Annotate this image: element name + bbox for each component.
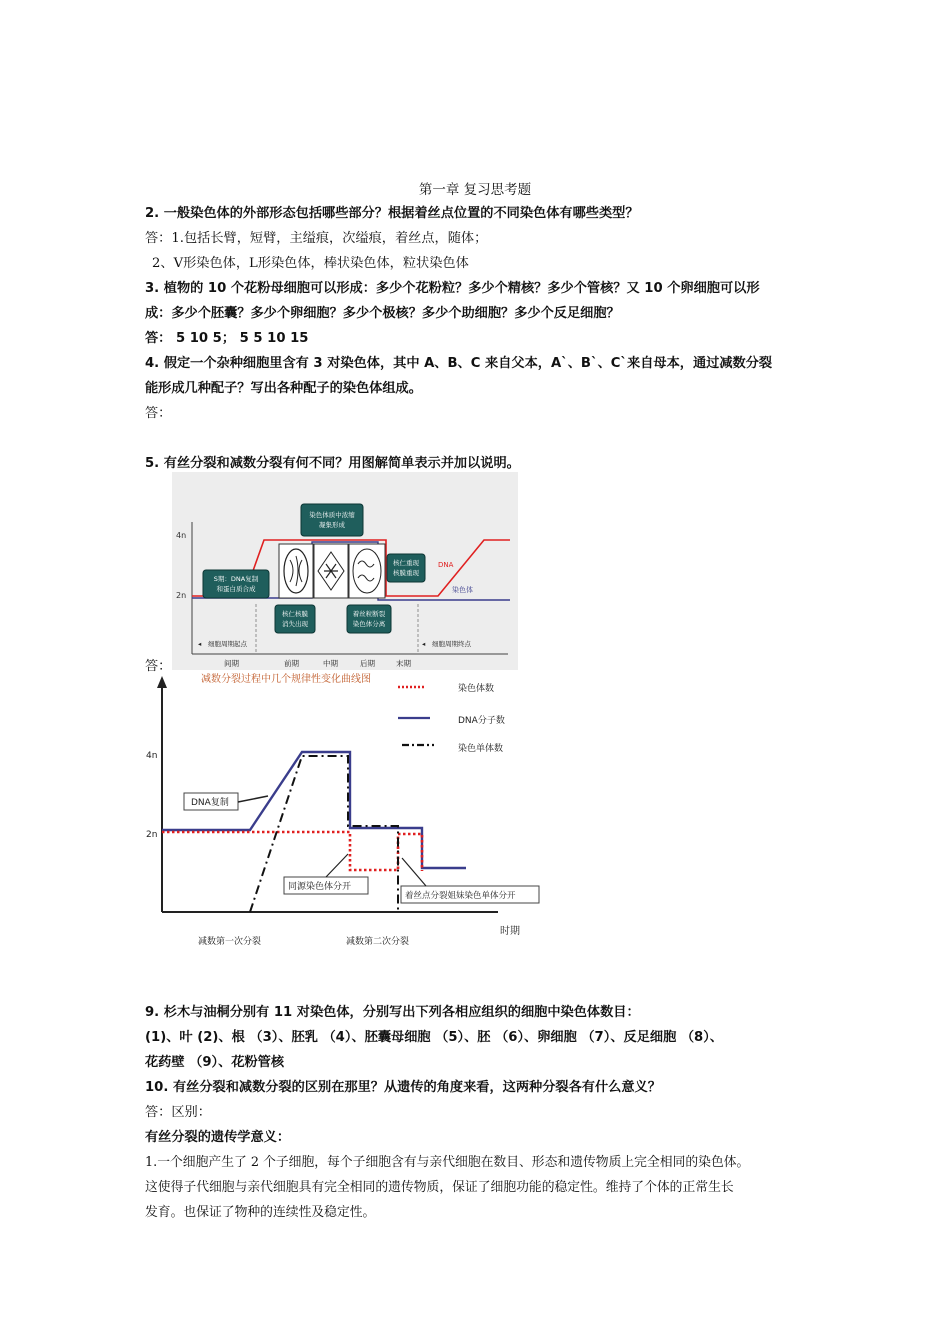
page-title: 第一章 复习思考题 — [418, 182, 532, 198]
svg-text:◂: ◂ — [422, 640, 426, 648]
fig2-x-label: 时期 — [500, 926, 520, 937]
svg-text:消失出现: 消失出现 — [282, 620, 308, 628]
mitosis-significance-p2: 这使得子代细胞与亲代细胞具有完全相同的遗传物质，保证了细胞功能的稳定性。维持了个体的正常生长 — [145, 1180, 734, 1195]
fig1-cycle-start: 细胞周期起点 — [208, 640, 247, 648]
question-9-line2: (1)、叶 (2)、根 （3）、胚乳 （4）、胚囊母细胞 （5）、胚 （6）、卵细胞 （7）、反足细胞 （8）、 — [145, 1030, 723, 1045]
fig2-y-2n: 2n — [146, 830, 158, 840]
fig1-phase-anaphase: 后期 — [360, 659, 375, 668]
mitosis-significance-heading: 有丝分裂的遗传学意义： — [145, 1130, 291, 1145]
question-10: 10. 有丝分裂和减数分裂的区别在那里？从遗传的角度来看，这两种分裂各有什么意义？ — [145, 1080, 661, 1095]
legend-dna: DNA分子数 — [458, 716, 505, 726]
question-9-line1: 9. 杉木与油桐分别有 11 对染色体，分别写出下列各相应组织的细胞中染色体数目： — [145, 1005, 640, 1020]
fig1-y-2n: 2n — [176, 591, 187, 600]
answer-10: 答：区别： — [145, 1105, 211, 1120]
meiosis-curve-diagram — [140, 668, 560, 952]
cell-prophase — [279, 544, 313, 598]
svg-text:◂: ◂ — [198, 640, 202, 648]
fig1-dna-label: DNA — [438, 561, 454, 569]
fig1-phase-metaphase: 中期 — [323, 659, 338, 668]
answer-4: 答： — [145, 406, 172, 421]
question-4-line2: 能形成几种配子？写出各种配子的染色体组成。 — [145, 381, 422, 396]
cell-anaphase — [349, 544, 385, 598]
box-chromatin-condense-label: 染色体质中浓缩 — [309, 511, 355, 519]
svg-text:核膜重现: 核膜重现 — [393, 569, 419, 577]
question-5: 5. 有丝分裂和减数分裂有何不同？用图解简单表示并加以说明。 — [145, 456, 520, 471]
svg-text:S期：DNA复制: S期：DNA复制 — [213, 575, 259, 583]
answer-5: 答： — [145, 659, 172, 674]
label-dna-replication: DNA复制 — [191, 798, 229, 808]
fig1-chromosome-label: 染色体 — [452, 586, 473, 594]
svg-text:核仁核膜: 核仁核膜 — [282, 610, 308, 618]
question-3-line2: 成：多少个胚囊？多少个卵细胞？多少个极核？多少个助细胞？多少个反足细胞？ — [145, 306, 620, 321]
fig1-phase-interphase: 间期 — [224, 659, 239, 668]
fig1-cycle-end: 细胞周期终点 — [432, 640, 471, 648]
answer-2-line2: 2、V形染色体，L形染色体，棒状染色体，粒状染色体 — [152, 256, 469, 271]
cell-metaphase — [314, 544, 348, 598]
fig1-phase-prophase: 前期 — [284, 659, 299, 668]
svg-text:核仁重现: 核仁重现 — [393, 559, 419, 567]
answer-2-line1: 答：1.包括长臂，短臂，主缢痕，次缢痕，着丝点，随体； — [145, 231, 488, 246]
label-sister-separate: 着丝点分裂姐妹染色单体分开 — [405, 891, 516, 901]
svg-text:和蛋白质合成: 和蛋白质合成 — [216, 585, 256, 593]
label-homolog-separate: 同源染色体分开 — [288, 882, 352, 892]
fig2-title: 减数分裂过程中几个规律性变化曲线图 — [201, 674, 371, 685]
answer-3: 答： 5 10 5； 5 5 10 15 — [145, 331, 309, 346]
svg-text:染色体分离: 染色体分离 — [352, 620, 386, 628]
fig2-phase2: 减数第二次分裂 — [346, 937, 410, 947]
svg-text:着丝粒断裂: 着丝粒断裂 — [352, 610, 386, 618]
box-chromatin-condense — [301, 504, 363, 536]
fig2-phase1: 减数第一次分裂 — [198, 937, 262, 947]
question-2: 2. 一般染色体的外部形态包括哪些部分？根据着丝点位置的不同染色体有哪些类型？ — [145, 206, 639, 221]
question-9-line3: 花药壁 （9）、花粉管核 — [145, 1055, 285, 1070]
fig2-y-4n: 4n — [146, 751, 158, 761]
mitosis-significance-p1: 1.一个细胞产生了 2 个子细胞，每个子细胞含有与亲代细胞在数目、形态和遗传物质上完全相同的染色体。 — [145, 1155, 750, 1170]
chromosome-curve — [162, 832, 422, 871]
legend-chromatid: 染色单体数 — [458, 744, 504, 754]
fig1-y-4n: 4n — [176, 531, 187, 540]
question-4-line1: 4. 假定一个杂种细胞里含有 3 对染色体，其中 A、B、C 来自父本，A`、B`、C`来自母本，通过减数分裂 — [145, 356, 773, 371]
fig1-phase-telophase: 末期 — [396, 659, 411, 668]
legend-chromosome: 染色体数 — [458, 684, 495, 694]
mitosis-cycle-diagram — [172, 472, 518, 670]
question-3-line1: 3. 植物的 10 个花粉母细胞可以形成：多少个花粉粒？多少个精核？多少个管核？又 10 个卵细胞可以形 — [145, 281, 760, 296]
mitosis-significance-p3: 发育。也保证了物种的连续性及稳定性。 — [145, 1205, 376, 1220]
svg-text:凝集形成: 凝集形成 — [319, 521, 345, 529]
